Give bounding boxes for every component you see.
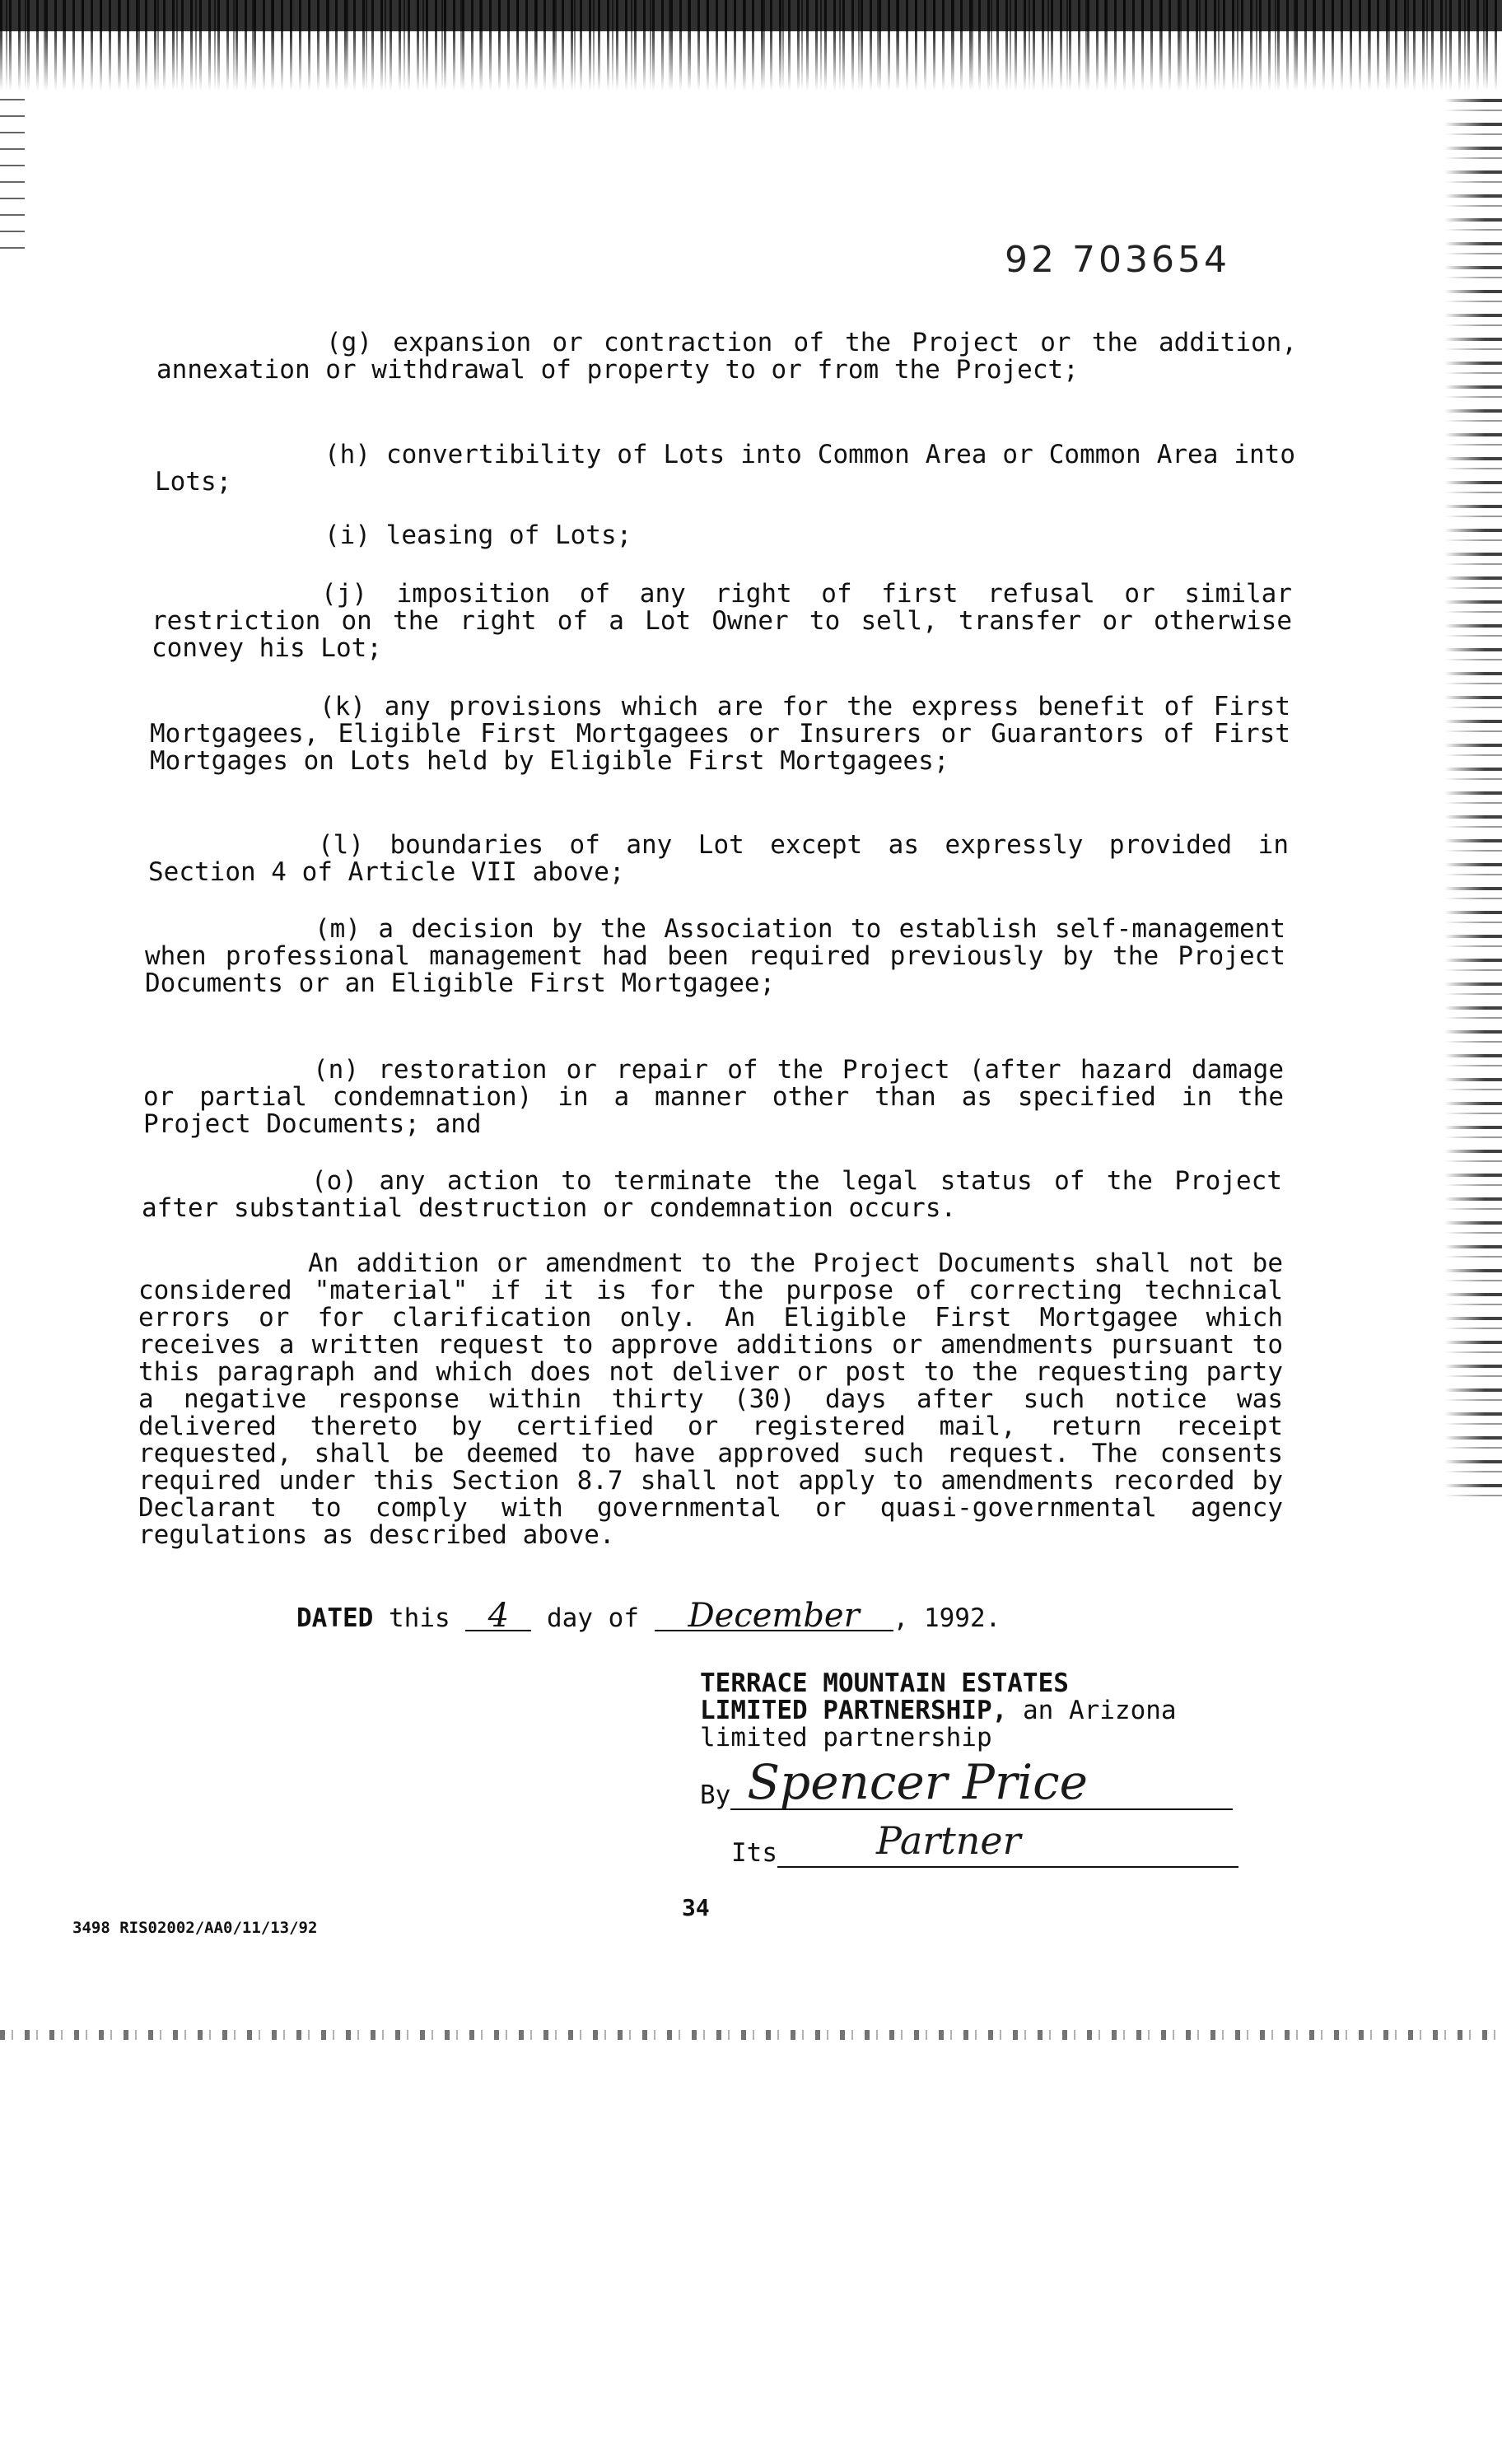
paragraph-g: (g) expansion or contraction of the Project or the addition, annexation or withdrawal of property to or from the Project; — [156, 328, 1297, 385]
dated-label: DATED — [296, 1603, 374, 1633]
paragraph-j: (j) imposition of any right of first refusal or similar restriction on the right of a Lot Owner to sell, transfer or otherwise convey his Lot; — [152, 579, 1292, 663]
signature-by-label: By — [700, 1780, 731, 1810]
entity-name-line2: LIMITED PARTNERSHIP, an Arizona — [700, 1696, 1177, 1725]
dated-line — [296, 1597, 1001, 1635]
signature-its-line — [731, 1818, 1238, 1868]
signature-by-line — [700, 1754, 1233, 1810]
paragraph-l: (l) boundaries of any Lot except as expressly provided in Section 4 of Article VII above; — [148, 830, 1289, 887]
signature-its-label: Its — [731, 1838, 777, 1868]
entity-name-line1: TERRACE MOUNTAIN ESTATES — [700, 1668, 1069, 1698]
paragraph-i: (i) leasing of Lots; — [324, 520, 632, 550]
dated-this: this — [389, 1603, 450, 1633]
paragraph-o: (o) any action to terminate the legal status of the Project after substantial destruction or condemnation occurs. — [142, 1166, 1282, 1223]
paragraph-k: (k) any provisions which are for the express benefit of First Mortgagees, Eligible First Mortgagees or Insurers or Guarantors of First Mortgages on Lots held by Eligible First Mortgagees; — [150, 692, 1290, 776]
dated-day: 4 — [465, 1602, 531, 1631]
scan-noise-bottom — [0, 2030, 1502, 2040]
dated-day-of: day of — [547, 1603, 639, 1633]
paragraph-n: (n) restoration or repair of the Project (after hazard damage or partial condemnation) in a manner other than as specified in the Project Documents; and — [143, 1055, 1284, 1139]
footer-code: 3498 RIS02002/AA0/11/13/92 — [72, 1919, 318, 1937]
entity-name-line3: limited partnership — [700, 1723, 992, 1752]
scan-noise-right — [1444, 99, 1502, 1499]
signature-its-handwriting: Partner — [876, 1818, 1021, 1863]
scan-noise-top — [0, 0, 1502, 91]
scan-noise-left — [0, 99, 25, 264]
paragraph-m: (m) a decision by the Association to establish self-management when professional management had been required previously by the Project Documents or an Eligible First Mortgagee; — [145, 914, 1285, 998]
page-number: 34 — [682, 1894, 710, 1921]
paragraph-amendment: An addition or amendment to the Project Documents shall not be considered "material" if it is for the purpose of correcting technical errors or for clarification only. An Eligible First Mortgagee which receives a written request to approve additions or amendments pursuant to this paragraph and which does not deliver or post to the requesting party a negative response within thirty (30) days after such notice was delivered thereto by certified or registered mail, return receipt requested, shall be deemed to have approved such request. The consents required under this Section 8.7 shall not apply to amendments recorded by Declarant to comply with governmental or quasi-governmental agency regulations as described above. — [138, 1248, 1283, 1550]
dated-year: , 1992. — [893, 1603, 1001, 1633]
signature-by-handwriting: Spencer Price — [747, 1754, 1088, 1810]
document-number: 92 703654 — [1005, 239, 1230, 281]
entity-block — [700, 1670, 1177, 1752]
paragraph-h: (h) convertibility of Lots into Common Area or Common Area into Lots; — [155, 440, 1295, 497]
dated-month: December — [655, 1602, 893, 1631]
